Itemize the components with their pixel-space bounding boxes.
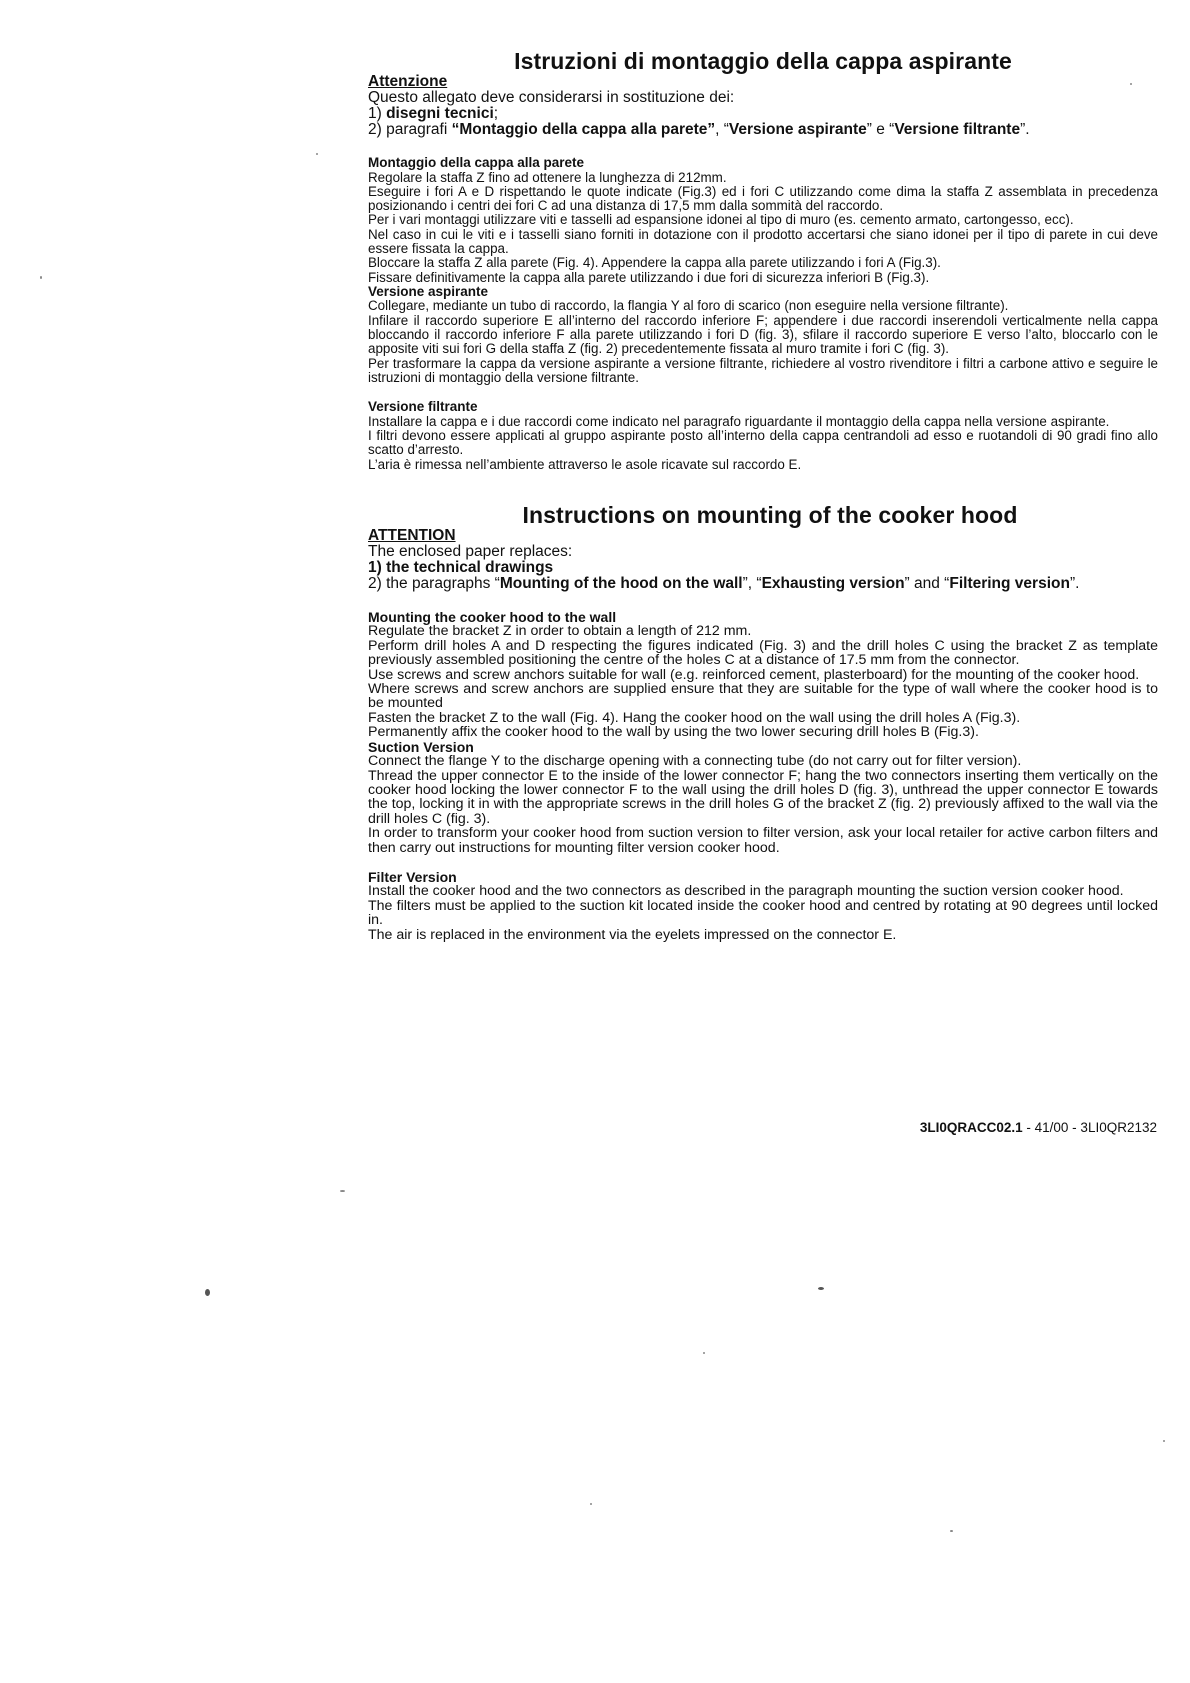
italian-attention-heading: Attenzione [368,73,448,90]
italian-suction-title: Versione aspirante [368,283,489,299]
italian-intro-item-2: 2) paragrafi “Montaggio della cappa alla parete”, “Versione aspirante” e “Versione filtrante”. [368,121,1030,138]
scan-speck [818,1287,824,1290]
paragraph: I filtri devono essere applicati al gruppo aspirante posto all’interno della cappa centrandoli ad esso e ruotandoli di 90 gradi fino allo scatto d’arresto. [368,427,1158,458]
paragraph: Collegare, mediante un tubo di raccordo, la flangia Y al foro di scarico (non eseguire nella versione filtrante). [368,298,1009,314]
scan-speck [1130,83,1132,85]
document-code-footer [920,1120,1157,1136]
english-suction-title: Suction Version [368,738,474,755]
paragraph: Bloccare la staffa Z alla parete (Fig. 4). Appendere la cappa alla parete utilizzando i fori A (Fig.3). [368,255,941,271]
scan-speck [40,276,42,279]
document-page [368,48,1158,942]
english-filter-section [368,870,1158,942]
paragraph: In order to transform your cooker hood from suction version to filter version, ask your local retailer for active carbon filters and then carry out instructions for mounting filter version cooker hood. [368,825,1158,856]
italian-intro-line: Questo allegato deve considerarsi in sostituzione dei: [368,89,735,106]
paragraph: The filters must be applied to the suction kit located inside the cooker hood and centred by rotating at 90 degrees until locked in. [368,897,1158,929]
paragraph: Infilare il raccordo superiore E all’interno del raccordo inferiore F; appendere i due raccordi inserendoli verticalmente nella cappa bloccando il raccordo inferiore F alla parete utilizzando i fori D (fig. 3), sfilare il raccordo superiore E verso l’alto, bloccarlo con le apposite viti sui fori G della staffa Z (fig. 2) precedentemente fissata al muro tramite i fori C (fig. 3). [368,312,1158,357]
english-intro-item-1: 1) the technical drawings [368,558,554,576]
scan-speck [590,1503,592,1505]
paragraph: Regulate the bracket Z in order to obtain a length of 212 mm. [368,623,752,640]
scan-speck [316,153,318,155]
scan-speck [340,1190,345,1192]
paragraph: Permanently affix the cooker hood to the wall by using the two lower securing drill holes B (Fig.3). [368,724,979,741]
paragraph: Thread the upper connector E to the inside of the lower connector F; hang the two connectors inserting them vertically on the cooker hood locking the lower connector F to the wall using the drill holes D (fig. 3), unthread the upper connector E towards the top, locking it in with the appropriate screws in the drill holes G of the bracket Z (fig. 2) previously affixed to the wall via the drill holes C (fig. 3). [368,767,1158,827]
italian-mounting-title: Montaggio della cappa alla parete [368,155,585,170]
english-filter-title: Filter Version [368,868,457,885]
scan-speck [1163,1440,1165,1442]
paragraph: Perform drill holes A and D respecting the figures indicated (Fig. 3) and the drill holes C using the bracket Z as template previously assembled positioning the centre of the holes C at a distance of 17.5 mm from the connector. [368,637,1158,669]
paragraph: Nel caso in cui le viti e i tasselli siano forniti in dotazione con il prodotto accertarsi che siano idonei per il tipo di parete in cui deve essere fissata la cappa. [368,226,1158,256]
english-instructions [368,502,1158,942]
paragraph: L’aria è rimessa nell’ambiente attraverso le asole ricavate sul raccordo E. [368,456,802,472]
scan-speck [703,1352,705,1354]
english-title: Instructions on mounting of the cooker hood [522,501,1018,528]
document-code: 3LI0QRACC02.1 [919,1120,1023,1135]
english-intro-line: The enclosed paper replaces: [368,542,573,560]
paragraph: Regolare la staffa Z fino ad ottenere la lunghezza di 212mm. [368,169,727,185]
italian-instructions [368,48,1158,472]
document-code-suffix: - 41/00 - 3LI0QR2132 [1022,1120,1157,1135]
italian-mounting-section [368,156,1158,385]
paragraph: Fissare definitivamente la cappa alla parete utilizzando i due fori di sicurezza inferiori B (Fig.3). [368,269,930,285]
paragraph: Installare la cappa e i due raccordi come indicato nel paragrafo riguardante il montaggio della cappa nella versione aspirante. [368,413,1110,429]
english-mounting-title: Mounting the cooker hood to the wall [368,608,617,625]
paragraph: Fasten the bracket Z to the wall (Fig. 4). Hang the cooker hood on the wall using the drill holes A (Fig.3). [368,709,1021,726]
italian-intro-item-1: 1) disegni tecnici; [368,105,499,122]
paragraph: Per i vari montaggi utilizzare viti e tasselli ad espansione idonei al tipo di muro (es. cemento armato, cartongesso, ecc). [368,212,1074,228]
italian-filter-section [368,400,1158,472]
english-mounting-section [368,610,1158,855]
english-attention-heading: ATTENTION [368,526,456,544]
paragraph: Install the cooker hood and the two connectors as described in the paragraph mounting the suction version cooker hood. [368,883,1124,900]
paragraph: Per trasformare la cappa da versione aspirante a versione filtrante, richiedere al vostro rivenditore i filtri a carbone attivo e seguire le istruzioni di montaggio della versione filtrante. [368,355,1158,385]
italian-filter-title: Versione filtrante [368,399,478,415]
paragraph: The air is replaced in the environment via the eyelets impressed on the connector E. [368,926,897,943]
italian-intro [368,90,1158,138]
english-intro [368,544,1158,592]
paragraph: Connect the flange Y to the discharge opening with a connecting tube (do not carry out for filter version). [368,753,1022,770]
italian-title: Istruzioni di montaggio della cappa aspirante [514,48,1012,74]
paragraph: Where screws and screw anchors are supplied ensure that they are suitable for the type of wall where the cooker hood is to be mounted [368,680,1158,712]
paragraph: Eseguire i fori A e D rispettando le quote indicate (Fig.3) ed i fori C utilizzando come dima la staffa Z assemblata in precedenza posizionando i centri dei fori C ad una distanza di 17,5 mm dalla sommità del raccordo. [368,183,1158,214]
scan-speck [205,1289,210,1296]
english-intro-item-2: 2) the paragraphs “Mounting of the hood on the wall”, “Exhausting version” and “Filtering version”. [368,574,1080,592]
paragraph: Use screws and screw anchors suitable for wall (e.g. reinforced cement, plasterboard) for the mounting of the cooker hood. [368,666,1140,683]
scan-speck [950,1530,953,1532]
